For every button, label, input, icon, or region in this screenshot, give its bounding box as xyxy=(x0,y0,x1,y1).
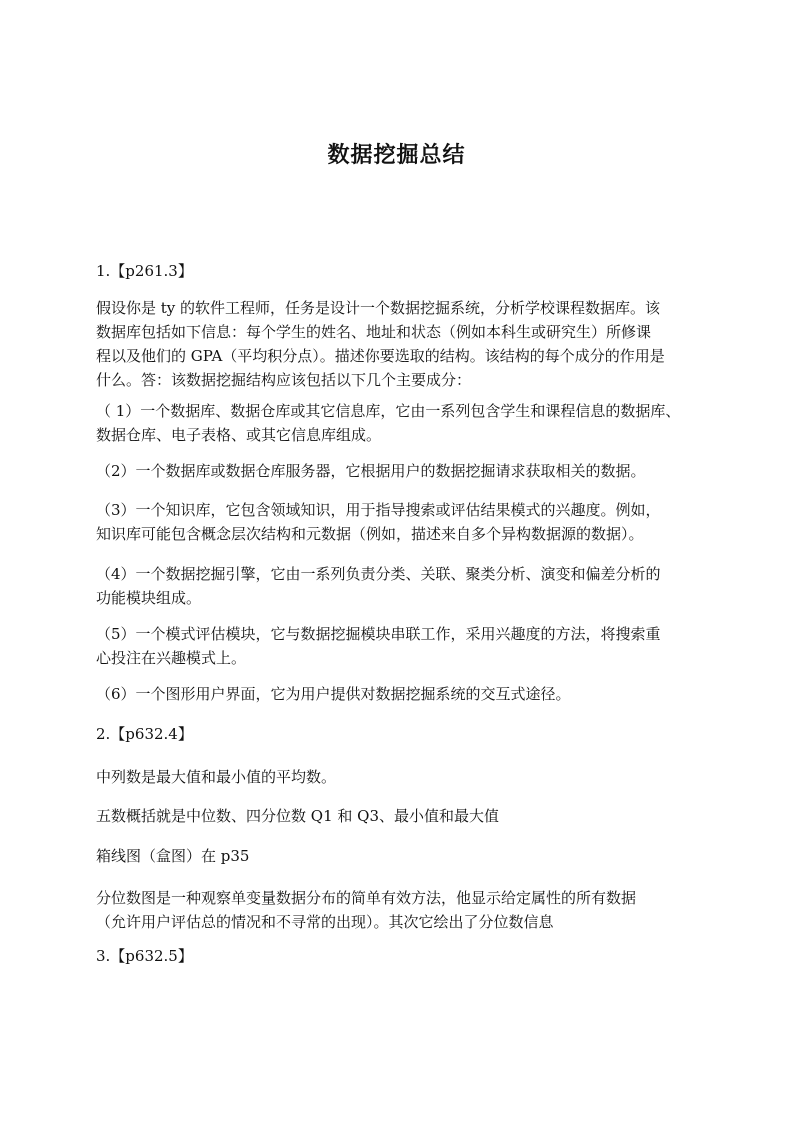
page-title: 数据挖掘总结 xyxy=(327,143,466,168)
section-2-paragraph xyxy=(96,886,708,934)
paragraph-line: 数据库包括如下信息：每个学生的姓名、地址和状态（例如本科生或研究生）所修课 xyxy=(96,323,652,341)
paragraph-line: 假设你是 ty 的软件工程师，任务是设计一个数据挖掘系统，分析学校课程数据库。该 xyxy=(96,299,661,317)
paragraph-line: 功能模块组成。 xyxy=(96,589,202,607)
paragraph-line: 箱线图（盒图）在 p35 xyxy=(96,847,250,865)
list-item-6 xyxy=(96,682,708,706)
list-item-1 xyxy=(96,399,708,447)
paragraph-line: 五数概括就是中位数、四分位数 Q1 和 Q3、最小值和最大值 xyxy=(96,807,499,825)
paragraph-line: 数据仓库、电子表格、或其它信息库组成。 xyxy=(96,426,382,444)
list-item-2 xyxy=(96,459,708,483)
section-1-heading xyxy=(96,259,708,283)
section-2-line-2 xyxy=(96,804,708,828)
paragraph-line: （允许用户评估总的情况和不寻常的出现）。其次它绘出了分位数信息 xyxy=(96,913,554,931)
paragraph-line: 中列数是最大值和最小值的平均数。 xyxy=(96,768,337,786)
paragraph-line: （5）一个模式评估模块，它与数据挖掘模块串联工作，采用兴趣度的方法，将搜索重 xyxy=(96,625,661,643)
paragraph-line: （ 1）一个数据库、数据仓库或其它信息库，它由一系列包含学生和课程信息的数据库、 xyxy=(96,402,681,420)
section-2-line-3 xyxy=(96,844,708,868)
paragraph-line: （4）一个数据挖掘引擎，它由一系列负责分类、关联、聚类分析、演变和偏差分析的 xyxy=(96,565,661,583)
paragraph-line: 分位数图是一种观察单变量数据分布的简单有效方法，他显示给定属性的所有数据 xyxy=(96,889,637,907)
list-item-4 xyxy=(96,562,708,610)
paragraph-line: （2）一个数据库或数据仓库服务器，它根据用户的数据挖掘请求获取相关的数据。 xyxy=(96,462,646,480)
paragraph-line: （6）一个图形用户界面，它为用户提供对数据挖掘系统的交互式途径。 xyxy=(96,685,571,703)
section-2-line-1 xyxy=(96,765,708,789)
list-item-5 xyxy=(96,622,708,670)
paragraph-line: 心投注在兴趣模式上。 xyxy=(96,649,247,667)
section-3-heading xyxy=(96,944,708,968)
paragraph-line: （3）一个知识库，它包含领域知识，用于指导搜索或评估结果模式的兴趣度。例如， xyxy=(96,501,661,519)
section-2-heading xyxy=(96,722,708,746)
section-heading: 2.【p632.4】 xyxy=(96,725,193,743)
section-heading: 1.【p261.3】 xyxy=(96,262,193,280)
list-item-3 xyxy=(96,498,708,546)
section-1-intro-paragraph xyxy=(96,296,708,392)
paragraph-line: 知识库可能包含概念层次结构和元数据（例如，描述来自多个异构数据源的数据）。 xyxy=(96,525,644,543)
section-heading: 3.【p632.5】 xyxy=(96,947,193,965)
paragraph-line: 什么。答：该数据挖掘结构应该包括以下几个主要成分： xyxy=(96,371,472,389)
paragraph-line: 程以及他们的 GPA（平均积分点）。描述你要选取的结构。该结构的每个成分的作用是 xyxy=(96,347,665,365)
